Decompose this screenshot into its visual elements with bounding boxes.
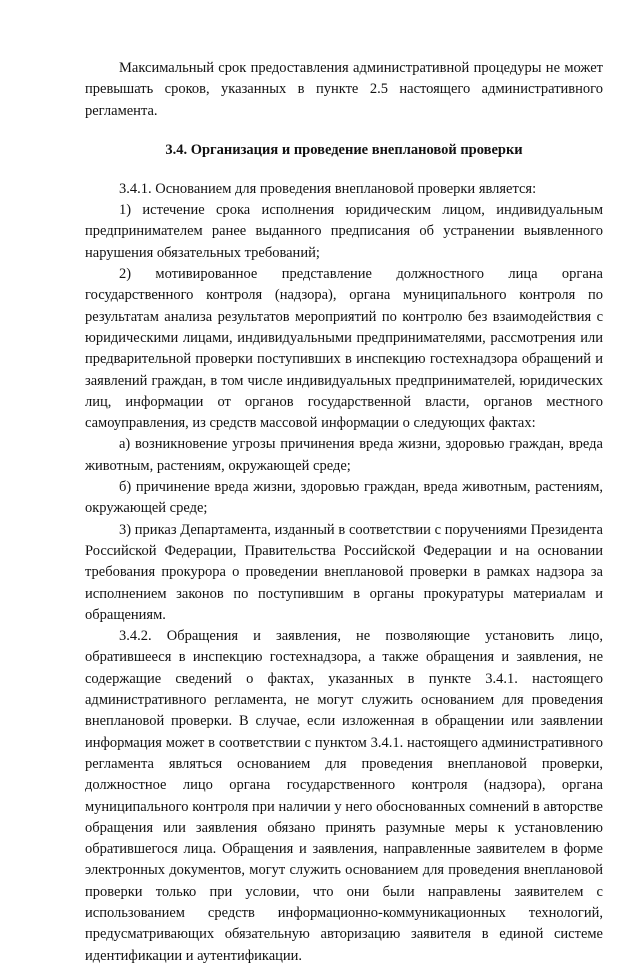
intro-paragraph: Максимальный срок предоставления административной процедуры не может превышать сроков, указанных в пункте 2.5 настоящего административного регламента. bbox=[85, 60, 603, 119]
list-item-1: 1) истечение срока исполнения юридическим лицом, индивидуальным предпринимателем ранее выданного предписания об устранении выявленного нарушения обязательных требований; bbox=[85, 202, 603, 261]
paragraph-3-4-2: 3.4.2. Обращения и заявления, не позволяющие установить лицо, обратившееся в инспекцию гостехнадзора, а также обращения и заявления, не содержащие сведений о фактах, указанных в пункте 3.4.1. настоящего административного регламента, не могут служить основанием для проведения внеплановой проверки. В случае, если изложенная в обращении или заявлении информация может в соответствии с пунктом 3.4.1. настоящего административного регламента являться основанием для проведения внеплановой проверки, должностное лицо органа государственного контроля (надзора), органа муниципального контроля при наличии у него обоснованных сомнений в авторстве обращения или заявления обязано принять разумные меры к установлению обратившегося лица. Обращения и заявления, направленные заявителем в форме электронных документов, могут служить основанием для проведения внеплановой проверки только при условии, что они были направлены заявителем с использованием средств информационно-коммуникационных технологий, предусматривающих обязательную авторизацию заявителя в единой системе идентификации и аутентификации. bbox=[85, 628, 603, 964]
document-body bbox=[85, 58, 603, 967]
list-item-2b: б) причинение вреда жизни, здоровью граждан, вреда животным, растениям, окружающей среде; bbox=[85, 479, 603, 517]
list-item-2a: а) возникновение угрозы причинения вреда жизни, здоровью граждан, вреда животным, растениям, окружающей среде; bbox=[85, 436, 603, 474]
paragraph-3-4-1: 3.4.1. Основанием для проведения внеплановой проверки является: bbox=[119, 180, 537, 197]
list-item-3: 3) приказ Департамента, изданный в соответствии с поручениями Президента Российской Федерации, Правительства Российской Федерации и на основании требования прокурора о проведении внеплановой проверки в рамках надзора за исполнением законов по поступившим в органы прокуратуры материалам и обращениям. bbox=[85, 521, 603, 623]
section-heading: 3.4. Организация и проведение внеплановой проверки bbox=[165, 141, 523, 158]
list-item-2: 2) мотивированное представление должностного лица органа государственного контроля (надзора), органа муниципального контроля по результатам анализа результатов мероприятий по контролю без взаимодействия с юридическими лицами, индивидуальными предпринимателями, рассмотрения или предварительной проверки поступивших в инспекцию гостехнадзора обращений и заявлений граждан, в том числе индивидуальных предпринимателей, юридических лиц, информации от органов государственной власти, органов местного самоуправления, из средств массовой информации о следующих фактах: bbox=[85, 266, 603, 432]
